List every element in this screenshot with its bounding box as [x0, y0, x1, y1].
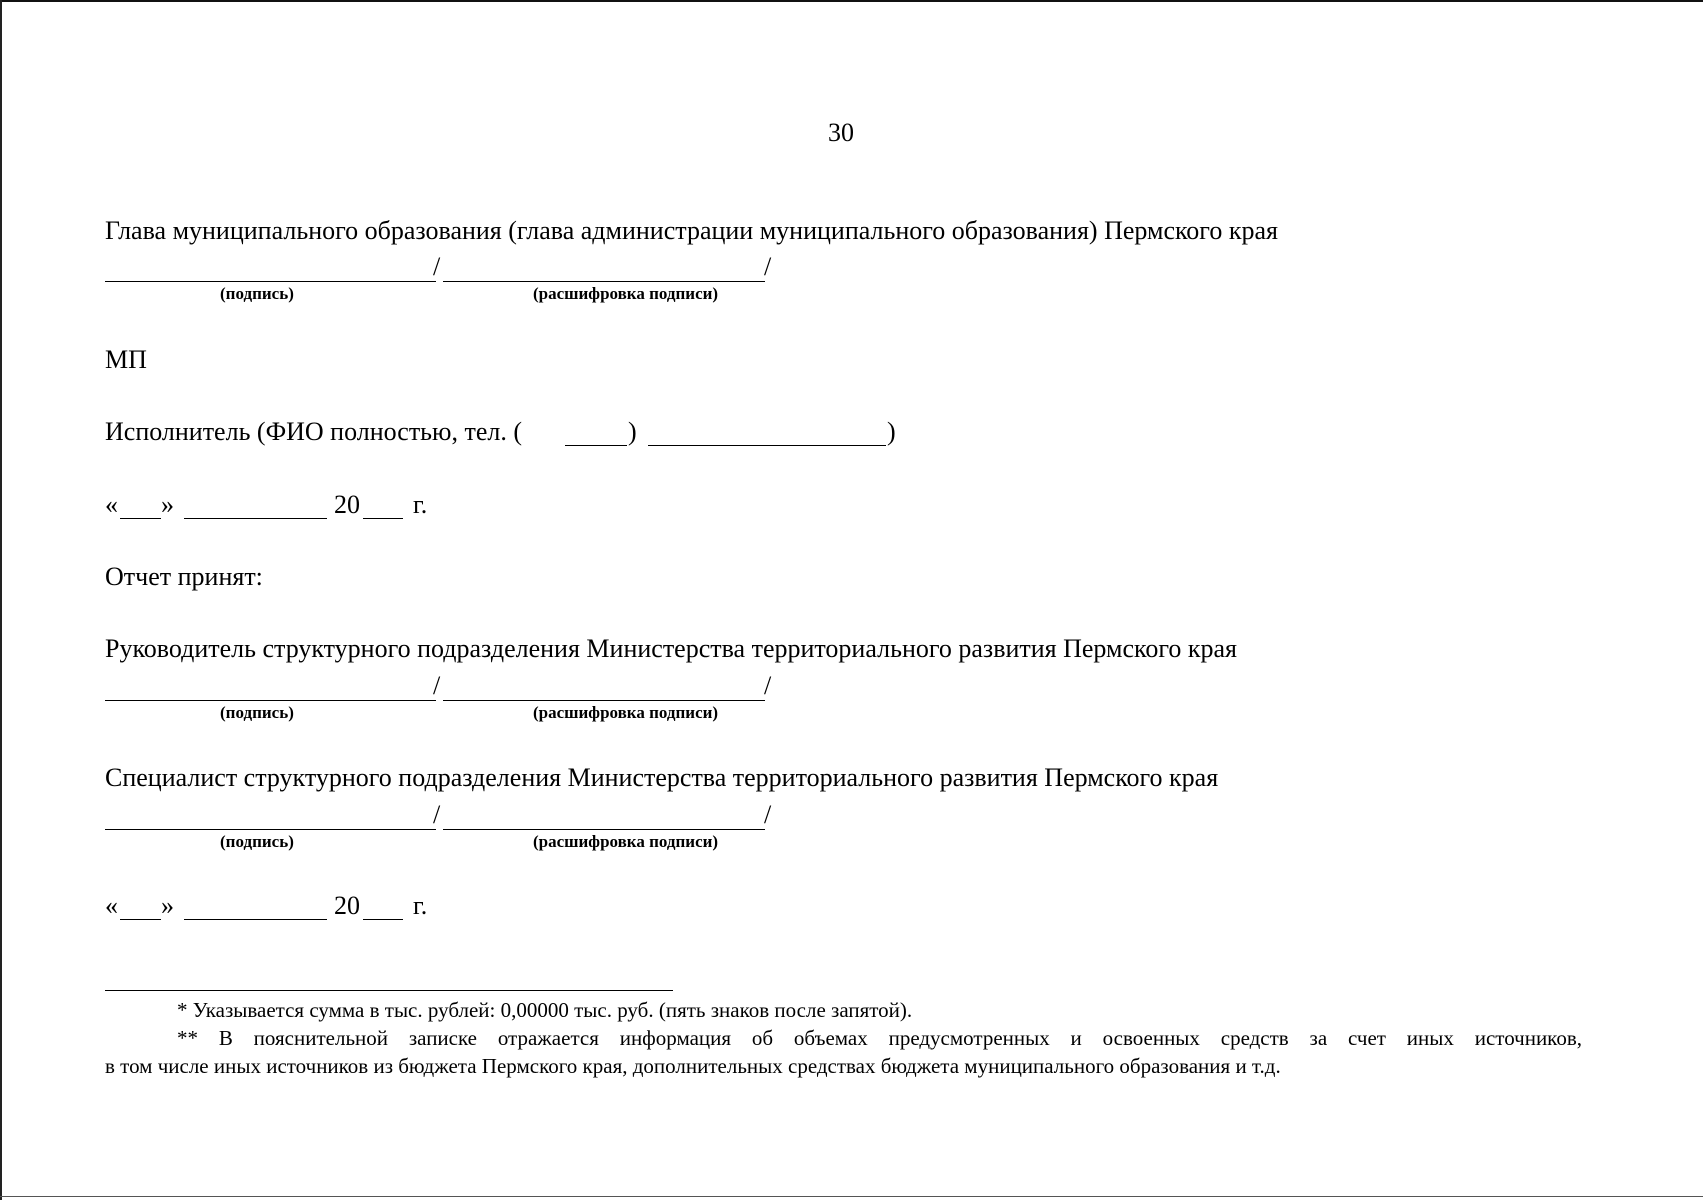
decryption-caption: (расшифровка подписи) — [533, 703, 719, 722]
separator-slash: / — [764, 800, 772, 829]
separator-slash: / — [433, 252, 441, 281]
signature-caption: (подпись) — [220, 703, 294, 722]
date-day-line — [120, 518, 161, 519]
stamp-mark: МП — [105, 345, 147, 374]
date-year-suffix: г. — [413, 891, 428, 920]
date-day-line — [120, 919, 161, 920]
date-year-suffix: г. — [413, 490, 428, 519]
signature-line — [105, 700, 436, 701]
signature-decryption-line — [443, 281, 765, 282]
footnote-separator — [105, 990, 673, 991]
page-number: 30 — [828, 118, 854, 147]
signature-decryption-line — [443, 829, 765, 830]
date-year-prefix: 20 — [334, 891, 360, 920]
head-department-title: Руководитель структурного подразделения Министерства территориального развития Пермского края — [105, 634, 1237, 663]
signature-caption: (подпись) — [220, 832, 294, 851]
page-edge-top — [0, 0, 1703, 2]
executor-close-paren: ) — [887, 417, 896, 446]
page-edge-left — [0, 0, 2, 1200]
specialist-title: Специалист структурного подразделения Министерства территориального развития Пермского края — [105, 763, 1219, 792]
signature-line — [105, 829, 436, 830]
separator-slash: / — [433, 800, 441, 829]
decryption-caption: (расшифровка подписи) — [533, 284, 719, 303]
date-year-line — [363, 518, 403, 519]
separator-slash: / — [764, 252, 772, 281]
executor-prefix: Исполнитель (ФИО полностью, тел. ( — [105, 417, 523, 446]
separator-slash: / — [764, 671, 772, 700]
footnote-1: * Указывается сумма в тыс. рублей: 0,00000 тыс. руб. (пять знаков после запятой). — [177, 998, 913, 1022]
separator-slash: / — [433, 671, 441, 700]
date-open-quote: « — [105, 490, 118, 519]
footnote-2-second-line: в том числе иных источников из бюджета Пермского края, дополнительных средствах бюджета муниципального образования и т.д. — [105, 1054, 1281, 1078]
phone-code-line — [565, 445, 627, 446]
signature-caption: (подпись) — [220, 284, 294, 303]
head-municipality-title: Глава муниципального образования (глава администрации муниципального образования) Пермского края — [105, 216, 1278, 245]
executor-mid-paren: ) — [628, 417, 637, 446]
date-year-prefix: 20 — [334, 490, 360, 519]
date-month-line — [184, 518, 327, 519]
page-edge-bottom — [0, 1196, 1703, 1197]
footnote-2-first-line: ** В пояснительной записке отражается информация об объемах предусмотренных и освоенных средств за счет иных источников, — [177, 1026, 1582, 1050]
signature-line — [105, 281, 436, 282]
decryption-caption: (расшифровка подписи) — [533, 832, 719, 851]
report-accepted: Отчет принят: — [105, 562, 263, 591]
signature-decryption-line — [443, 700, 765, 701]
phone-number-line — [648, 445, 886, 446]
date-year-line — [363, 919, 403, 920]
date-close-quote: » — [161, 891, 174, 920]
date-close-quote: » — [161, 490, 174, 519]
date-month-line — [184, 919, 327, 920]
date-open-quote: « — [105, 891, 118, 920]
